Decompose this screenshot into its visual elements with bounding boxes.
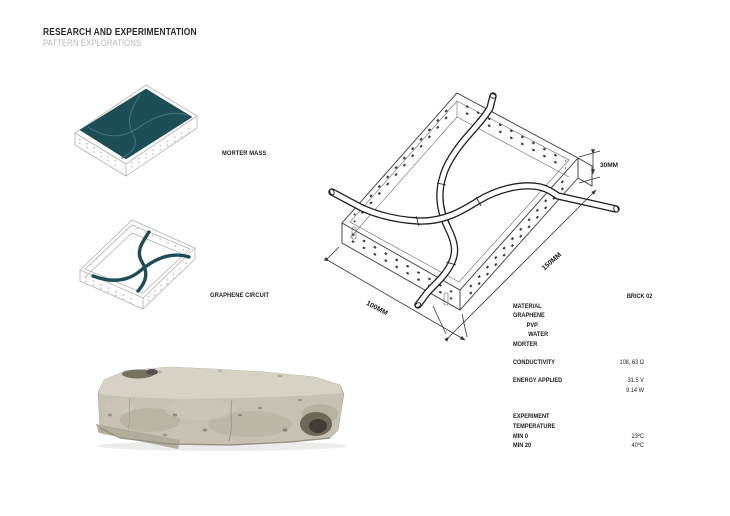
conductivity-label: CONDUCTIVITY <box>513 358 556 366</box>
dim-label-length: 150MM <box>540 251 564 273</box>
brick-photo <box>96 367 347 451</box>
material-item: WATER <box>528 331 549 339</box>
page-subtitle: PATTERN EXPLORATIONS <box>43 38 142 49</box>
energy-wattage-value: 9.14 W <box>626 386 644 394</box>
material-item: GRAPHENE <box>513 312 545 320</box>
spec-table <box>513 292 656 451</box>
temp-row-label: MIN 0 <box>513 432 528 440</box>
graphene-circuit-label: GRAPHENE CIRCUIT <box>210 292 270 299</box>
graphene-circuit-diagram <box>80 220 195 309</box>
temp-row-value: 23ºC <box>631 432 644 440</box>
energy-voltage-value: 31.5 V <box>627 377 644 385</box>
conductivity-value: 108, 63 Ω <box>619 358 644 366</box>
material-item: PVP <box>526 321 538 329</box>
energy-applied-label: ENERGY APPLIED <box>513 377 563 385</box>
morter-mass-label: MORTER MASS <box>222 150 267 157</box>
page-title: RESEARCH AND EXPERIMENTATION <box>43 26 197 38</box>
temperature-heading: TEMPERATURE <box>513 422 556 430</box>
experiment-heading: EXPERIMENT <box>513 413 550 421</box>
brick-id: BRICK 02 <box>626 293 653 300</box>
material-item: MORTER <box>513 340 538 348</box>
dim-label-width: 100MM <box>364 300 389 318</box>
temp-row-label: MIN 20 <box>513 442 532 450</box>
material-heading: MATERIAL <box>513 302 542 310</box>
temp-row-value: 40ºC <box>631 442 644 450</box>
dim-label-height: 30MM <box>600 162 619 169</box>
morter-mass-diagram <box>75 85 197 176</box>
